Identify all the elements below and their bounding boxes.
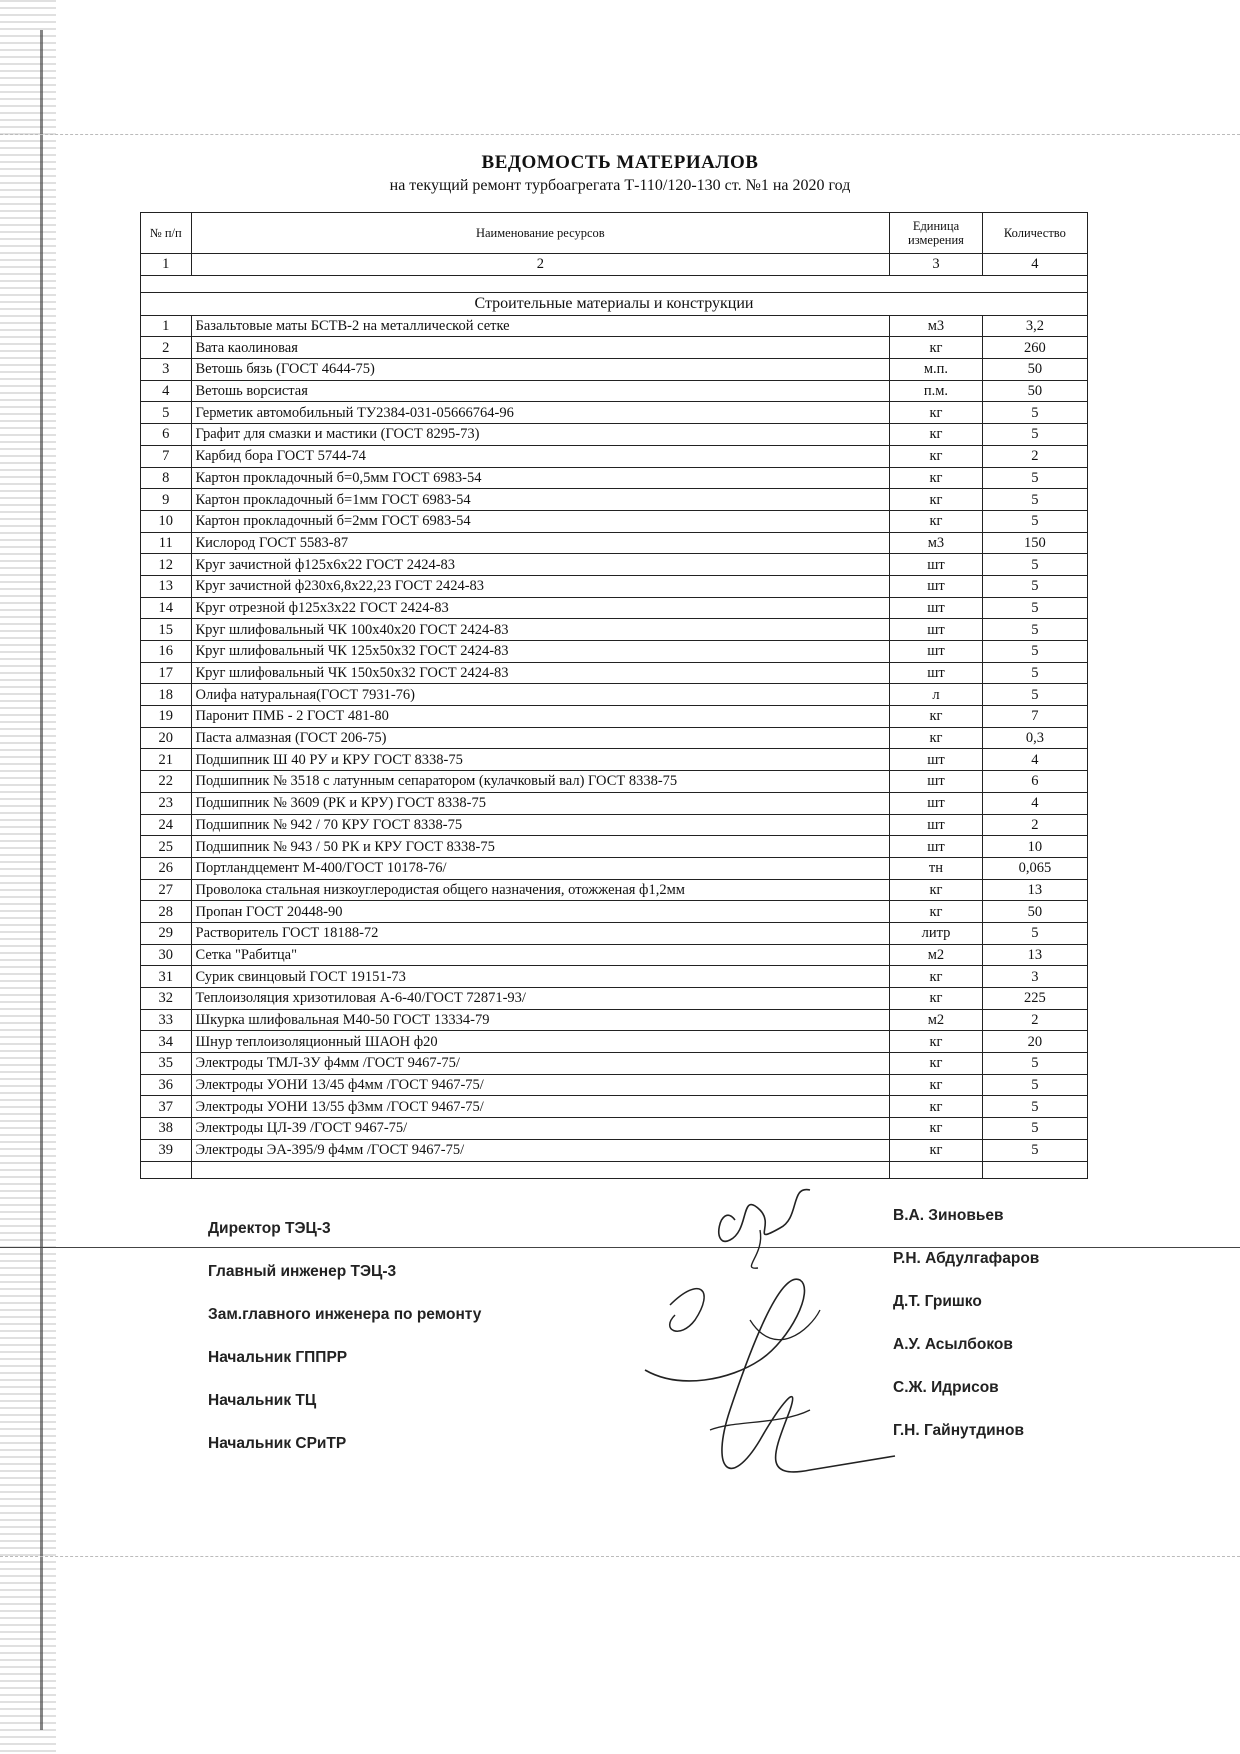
row-name: Электроды ЭА-395/9 ф4мм /ГОСТ 9467-75/ — [191, 1139, 890, 1161]
row-name: Подшипник № 942 / 70 КРУ ГОСТ 8338-75 — [191, 814, 890, 836]
row-qty: 2 — [982, 814, 1087, 836]
sign-position-chief-engineer: Главный инженер ТЭЦ-3 — [208, 1263, 397, 1280]
table-row — [141, 749, 1088, 771]
row-number: 2 — [141, 337, 192, 359]
row-number: 34 — [141, 1031, 192, 1053]
empty-row — [141, 1161, 1088, 1178]
row-number: 12 — [141, 554, 192, 576]
sign-name-director: В.А. Зиновьев — [893, 1207, 1004, 1224]
row-qty: 5 — [982, 619, 1087, 641]
document-subtitle: на текущий ремонт турбоагрегата Т-110/120-130 ст. №1 на 2020 год — [389, 177, 851, 194]
row-number: 14 — [141, 597, 192, 619]
row-qty: 5 — [982, 1096, 1087, 1118]
table-row — [141, 857, 1088, 879]
row-qty: 20 — [982, 1031, 1087, 1053]
row-unit: м2 — [890, 944, 983, 966]
row-name: Герметик автомобильный ТУ2384-031-05666764-96 — [191, 402, 890, 424]
table-row — [141, 467, 1088, 489]
row-number: 24 — [141, 814, 192, 836]
materials-table — [140, 212, 1088, 1179]
table-row — [141, 1031, 1088, 1053]
row-unit: кг — [890, 1096, 983, 1118]
row-unit: кг — [890, 445, 983, 467]
table-row — [141, 315, 1088, 337]
row-number: 28 — [141, 901, 192, 923]
row-name: Круг зачистной ф125х6х22 ГОСТ 2424-83 — [191, 554, 890, 576]
sign-name-head-gpprr: А.У. Асылбоков — [893, 1336, 1013, 1353]
row-name: Портландцемент М-400/ГОСТ 10178-76/ — [191, 857, 890, 879]
table-row — [141, 575, 1088, 597]
row-qty: 50 — [982, 901, 1087, 923]
handwritten-signatures — [640, 1180, 900, 1520]
row-qty: 3 — [982, 966, 1087, 988]
row-number: 1 — [141, 315, 192, 337]
row-unit: кг — [890, 1053, 983, 1075]
row-qty: 2 — [982, 1009, 1087, 1031]
table-row — [141, 597, 1088, 619]
row-qty: 3,2 — [982, 315, 1087, 337]
row-number: 8 — [141, 467, 192, 489]
row-qty: 2 — [982, 445, 1087, 467]
row-number: 3 — [141, 359, 192, 381]
table-row — [141, 402, 1088, 424]
row-unit: кг — [890, 1074, 983, 1096]
row-name: Проволока стальная низкоуглеродистая общего назначения, отожженая ф1,2мм — [191, 879, 890, 901]
sign-position-head-tc: Начальник ТЦ — [208, 1392, 317, 1409]
row-qty: 50 — [982, 380, 1087, 402]
table-row — [141, 988, 1088, 1010]
row-qty: 5 — [982, 597, 1087, 619]
row-number: 6 — [141, 424, 192, 446]
row-name: Теплоизоляция хризотиловая А-6-40/ГОСТ 72871-93/ — [191, 988, 890, 1010]
row-unit: шт — [890, 749, 983, 771]
sign-name-head-tc: С.Ж. Идрисов — [893, 1379, 999, 1396]
row-number: 39 — [141, 1139, 192, 1161]
section-row — [141, 292, 1088, 315]
table-row — [141, 532, 1088, 554]
row-name: Круг шлифовальный ЧК 150х50х32 ГОСТ 2424-83 — [191, 662, 890, 684]
row-number: 37 — [141, 1096, 192, 1118]
row-name: Электроды УОНИ 13/55 ф3мм /ГОСТ 9467-75/ — [191, 1096, 890, 1118]
table-row — [141, 619, 1088, 641]
row-name: Картон прокладочный б=1мм ГОСТ 6983-54 — [191, 489, 890, 511]
row-qty: 5 — [982, 424, 1087, 446]
row-number: 32 — [141, 988, 192, 1010]
column-number-3: 3 — [890, 254, 983, 276]
row-unit: шт — [890, 641, 983, 663]
table-row — [141, 1074, 1088, 1096]
table-row — [141, 662, 1088, 684]
row-unit: м.п. — [890, 359, 983, 381]
table-row — [141, 922, 1088, 944]
row-unit: шт — [890, 836, 983, 858]
row-number: 4 — [141, 380, 192, 402]
row-qty: 0,065 — [982, 857, 1087, 879]
row-qty: 5 — [982, 510, 1087, 532]
table-row — [141, 424, 1088, 446]
table-row — [141, 684, 1088, 706]
section-title: Строительные материалы и конструкции — [141, 292, 1088, 315]
row-unit: кг — [890, 706, 983, 728]
row-qty: 5 — [982, 554, 1087, 576]
row-name: Ветошь ворсистая — [191, 380, 890, 402]
header-qty: Количество — [982, 213, 1087, 254]
sign-name-head-sritr: Г.Н. Гайнутдинов — [893, 1422, 1024, 1439]
table-row — [141, 554, 1088, 576]
row-name: Картон прокладочный б=0,5мм ГОСТ 6983-54 — [191, 467, 890, 489]
column-number-row — [141, 254, 1088, 276]
row-name: Круг отрезной ф125х3х22 ГОСТ 2424-83 — [191, 597, 890, 619]
row-number: 17 — [141, 662, 192, 684]
row-unit: шт — [890, 554, 983, 576]
row-unit: шт — [890, 771, 983, 793]
table-header-row — [141, 213, 1088, 254]
row-unit: кг — [890, 966, 983, 988]
row-name: Картон прокладочный б=2мм ГОСТ 6983-54 — [191, 510, 890, 532]
table-row — [141, 641, 1088, 663]
row-unit: шт — [890, 597, 983, 619]
row-qty: 5 — [982, 467, 1087, 489]
row-unit: кг — [890, 510, 983, 532]
row-qty: 5 — [982, 662, 1087, 684]
row-number: 16 — [141, 641, 192, 663]
row-name: Паста алмазная (ГОСТ 206-75) — [191, 727, 890, 749]
sign-position-director: Директор ТЭЦ-3 — [208, 1220, 331, 1237]
table-row — [141, 966, 1088, 988]
row-number: 19 — [141, 706, 192, 728]
column-number-4: 4 — [982, 254, 1087, 276]
row-unit: кг — [890, 467, 983, 489]
row-unit: кг — [890, 1031, 983, 1053]
row-qty: 7 — [982, 706, 1087, 728]
row-qty: 5 — [982, 575, 1087, 597]
row-name: Пропан ГОСТ 20448-90 — [191, 901, 890, 923]
row-unit: шт — [890, 792, 983, 814]
table-row — [141, 706, 1088, 728]
row-qty: 260 — [982, 337, 1087, 359]
row-name: Электроды ТМЛ-3У ф4мм /ГОСТ 9467-75/ — [191, 1053, 890, 1075]
row-number: 35 — [141, 1053, 192, 1075]
row-qty: 5 — [982, 1118, 1087, 1140]
table-row — [141, 1139, 1088, 1161]
row-qty: 10 — [982, 836, 1087, 858]
row-qty: 4 — [982, 749, 1087, 771]
row-number: 38 — [141, 1118, 192, 1140]
row-unit: кг — [890, 1118, 983, 1140]
row-qty: 150 — [982, 532, 1087, 554]
row-number: 9 — [141, 489, 192, 511]
row-qty: 225 — [982, 988, 1087, 1010]
row-unit: кг — [890, 988, 983, 1010]
table-row — [141, 727, 1088, 749]
row-name: Сурик свинцовый ГОСТ 19151-73 — [191, 966, 890, 988]
row-name: Круг зачистной ф230х6,8х22,23 ГОСТ 2424-83 — [191, 575, 890, 597]
row-qty: 5 — [982, 1053, 1087, 1075]
table-row — [141, 1096, 1088, 1118]
sign-name-deputy-chief-engineer: Д.Т. Гришко — [893, 1293, 982, 1310]
row-name: Подшипник Ш 40 РУ и КРУ ГОСТ 8338-75 — [191, 749, 890, 771]
row-qty: 13 — [982, 879, 1087, 901]
sign-name-chief-engineer: Р.Н. Абдулгафаров — [893, 1250, 1040, 1267]
row-number: 10 — [141, 510, 192, 532]
row-number: 20 — [141, 727, 192, 749]
row-qty: 5 — [982, 684, 1087, 706]
row-number: 31 — [141, 966, 192, 988]
header-num: № п/п — [141, 213, 192, 254]
row-name: Шкурка шлифовальная М40-50 ГОСТ 13334-79 — [191, 1009, 890, 1031]
scan-artifact-line — [0, 1556, 1240, 1557]
scan-artifact-line — [0, 134, 1240, 135]
row-number: 25 — [141, 836, 192, 858]
row-number: 18 — [141, 684, 192, 706]
scan-edge-line — [40, 30, 43, 1730]
table-row — [141, 359, 1088, 381]
row-unit: кг — [890, 879, 983, 901]
row-number: 15 — [141, 619, 192, 641]
column-number-1: 1 — [141, 254, 192, 276]
row-number: 5 — [141, 402, 192, 424]
row-name: Карбид бора ГОСТ 5744-74 — [191, 445, 890, 467]
row-name: Базальтовые маты БСТВ-2 на металлической сетке — [191, 315, 890, 337]
row-number: 27 — [141, 879, 192, 901]
row-name: Круг шлифовальный ЧК 125х50х32 ГОСТ 2424-83 — [191, 641, 890, 663]
row-name: Подшипник № 943 / 50 РК и КРУ ГОСТ 8338-75 — [191, 836, 890, 858]
row-unit: шт — [890, 619, 983, 641]
row-name: Паронит ПМБ - 2 ГОСТ 481-80 — [191, 706, 890, 728]
row-unit: тн — [890, 857, 983, 879]
row-unit: м3 — [890, 532, 983, 554]
table-row — [141, 771, 1088, 793]
row-name: Подшипник № 3609 (РК и КРУ) ГОСТ 8338-75 — [191, 792, 890, 814]
table-row — [141, 836, 1088, 858]
sign-position-head-gpprr: Начальник ГППРР — [208, 1349, 348, 1366]
table-row — [141, 814, 1088, 836]
row-name: Ветошь бязь (ГОСТ 4644-75) — [191, 359, 890, 381]
row-number: 33 — [141, 1009, 192, 1031]
row-qty: 0,3 — [982, 727, 1087, 749]
row-unit: м3 — [890, 315, 983, 337]
column-number-2: 2 — [191, 254, 890, 276]
table-row — [141, 489, 1088, 511]
table-row — [141, 380, 1088, 402]
row-unit: м2 — [890, 1009, 983, 1031]
row-number: 11 — [141, 532, 192, 554]
row-number: 7 — [141, 445, 192, 467]
row-number: 26 — [141, 857, 192, 879]
row-name: Олифа натуральная(ГОСТ 7931-76) — [191, 684, 890, 706]
row-qty: 5 — [982, 641, 1087, 663]
sign-position-head-sritr: Начальник СРиТР — [208, 1435, 347, 1452]
row-qty: 5 — [982, 1139, 1087, 1161]
row-qty: 6 — [982, 771, 1087, 793]
sign-position-deputy-chief-engineer: Зам.главного инженера по ремонту — [208, 1306, 482, 1323]
row-unit: кг — [890, 489, 983, 511]
row-unit: литр — [890, 922, 983, 944]
table-body — [141, 254, 1088, 1179]
header-name: Наименование ресурсов — [191, 213, 890, 254]
table-row — [141, 944, 1088, 966]
row-unit: кг — [890, 424, 983, 446]
table-row — [141, 792, 1088, 814]
document-title: ВЕДОМОСТЬ МАТЕРИАЛОВ — [481, 152, 759, 173]
row-unit: кг — [890, 402, 983, 424]
row-unit: кг — [890, 337, 983, 359]
row-unit: кг — [890, 727, 983, 749]
table-row — [141, 445, 1088, 467]
row-number: 36 — [141, 1074, 192, 1096]
row-name: Вата каолиновая — [191, 337, 890, 359]
row-name: Растворитель ГОСТ 18188-72 — [191, 922, 890, 944]
table-row — [141, 510, 1088, 532]
row-unit: кг — [890, 1139, 983, 1161]
row-unit: л — [890, 684, 983, 706]
row-number: 29 — [141, 922, 192, 944]
row-name: Сетка "Рабитца" — [191, 944, 890, 966]
table-row — [141, 879, 1088, 901]
row-unit: кг — [890, 901, 983, 923]
row-number: 22 — [141, 771, 192, 793]
row-qty: 4 — [982, 792, 1087, 814]
scan-edge-noise — [0, 0, 56, 1754]
table-row — [141, 1053, 1088, 1075]
row-name: Кислород ГОСТ 5583-87 — [191, 532, 890, 554]
row-number: 23 — [141, 792, 192, 814]
row-name: Графит для смазки и мастики (ГОСТ 8295-73) — [191, 424, 890, 446]
row-unit: п.м. — [890, 380, 983, 402]
row-unit: шт — [890, 575, 983, 597]
scan-artifact-line — [0, 1247, 1240, 1248]
table-row — [141, 1009, 1088, 1031]
row-qty: 5 — [982, 922, 1087, 944]
row-number: 21 — [141, 749, 192, 771]
row-name: Электроды УОНИ 13/45 ф4мм /ГОСТ 9467-75/ — [191, 1074, 890, 1096]
row-qty: 5 — [982, 402, 1087, 424]
row-name: Подшипник № 3518 с латунным сепаратором (кулачковый вал) ГОСТ 8338-75 — [191, 771, 890, 793]
table-row — [141, 901, 1088, 923]
row-unit: шт — [890, 662, 983, 684]
empty-row — [141, 275, 1088, 292]
row-qty: 5 — [982, 489, 1087, 511]
row-name: Круг шлифовальный ЧК 100х40х20 ГОСТ 2424-83 — [191, 619, 890, 641]
row-number: 13 — [141, 575, 192, 597]
row-name: Шнур теплоизоляционный ШАОН ф20 — [191, 1031, 890, 1053]
header-unit: Единица измерения — [890, 213, 983, 254]
table-row — [141, 1118, 1088, 1140]
table-row — [141, 337, 1088, 359]
row-name: Электроды ЦЛ-39 /ГОСТ 9467-75/ — [191, 1118, 890, 1140]
row-qty: 5 — [982, 1074, 1087, 1096]
row-unit: шт — [890, 814, 983, 836]
row-qty: 13 — [982, 944, 1087, 966]
row-number: 30 — [141, 944, 192, 966]
row-qty: 50 — [982, 359, 1087, 381]
